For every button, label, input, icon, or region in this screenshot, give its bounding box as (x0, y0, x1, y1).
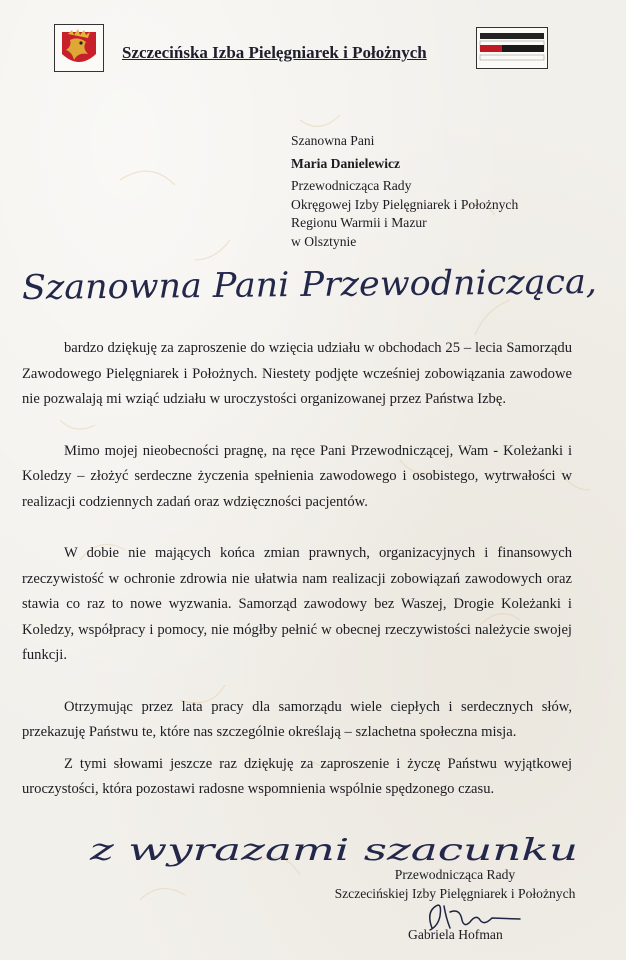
paragraph-1: bardzo dziękuję za zaproszenie do wzięcia udziału w obchodach 25 – lecia Samorządu Zawodowego Pielęgniarek i Położnych. Niestety podjęte wcześniej zobowiązania zawodowe nie pozwalają mi wziąć udziału w uroczystości organizowanej przez Państwa Izbę. (22, 340, 572, 407)
handwritten-closing-text: z wyrazami szacunku (88, 833, 578, 868)
recipient-address (291, 132, 518, 252)
recipient-title: Przewodnicząca Rady (291, 178, 412, 194)
recipient-name: Maria Danielewicz (291, 155, 401, 171)
letter-body (22, 336, 572, 829)
signer-name: Gabriela Hofman (408, 927, 503, 942)
paragraph-4: Otrzymując przez lata pracy dla samorządu wiele ciepłych i serdecznych słów, przekazuję Państwu te, które nas szczególnie określają – szlachetna społeczna misja. (22, 698, 572, 740)
recipient-region: Regionu Warmii i Mazur (291, 215, 427, 231)
paragraph-2: Mimo mojej nieobecności pragnę, na ręce Pani Przewodniczącej, Wam - Koleżanki i Koledzy – złożyć serdeczne życzenia spełnienia zawodowego i osobistego, wytrwałości w realizacji codziennych zadań oraz wdzięczności pacjentów. (22, 442, 572, 510)
paragraph-3: W dobie nie mających końca zmian prawnych, organizacyjnych i finansowych rzeczywistość w ochronie zdrowia nie ułatwia nam realizacji zobowiązań zawodowych oraz stawia co raz to nowe wyzwania. Samorząd zawodowy bez Waszej, Drogie Koleżanki i Koledzy, współpracy i pomocy, nie mógłby pełnić w obecnej rzeczywistości należycie swojej funkcji. (22, 545, 572, 663)
handwritten-salutation-text: Szanowna Pani Przewodnicząca, (21, 262, 582, 308)
recipient-salutation: Szanowna Pani (291, 133, 375, 148)
handwritten-salutation (16, 250, 606, 320)
recipient-city: w Olsztynie (291, 233, 357, 249)
flag-emblem-icon (476, 27, 548, 69)
paragraph-5: Z tymi słowami jeszcze raz dziękuję za zaproszenie i życzę Państwu wyjątkowej uroczystości, która pozostawi radosne wspomnienia wspólnie spędzonego czasu. (22, 755, 572, 797)
organization-name: Szczecińska Izba Pielęgniarek i Położnych (122, 43, 427, 62)
letterhead (54, 24, 554, 74)
signer-title: Przewodnicząca Rady (394, 867, 516, 882)
recipient-organization: Okręgowej Izby Pielęgniarek i Położnych (291, 196, 519, 212)
signer-organization: Szczecińskiej Izby Pielęgniarek i Położnych (334, 885, 576, 901)
griffin-crest-icon (54, 24, 104, 72)
